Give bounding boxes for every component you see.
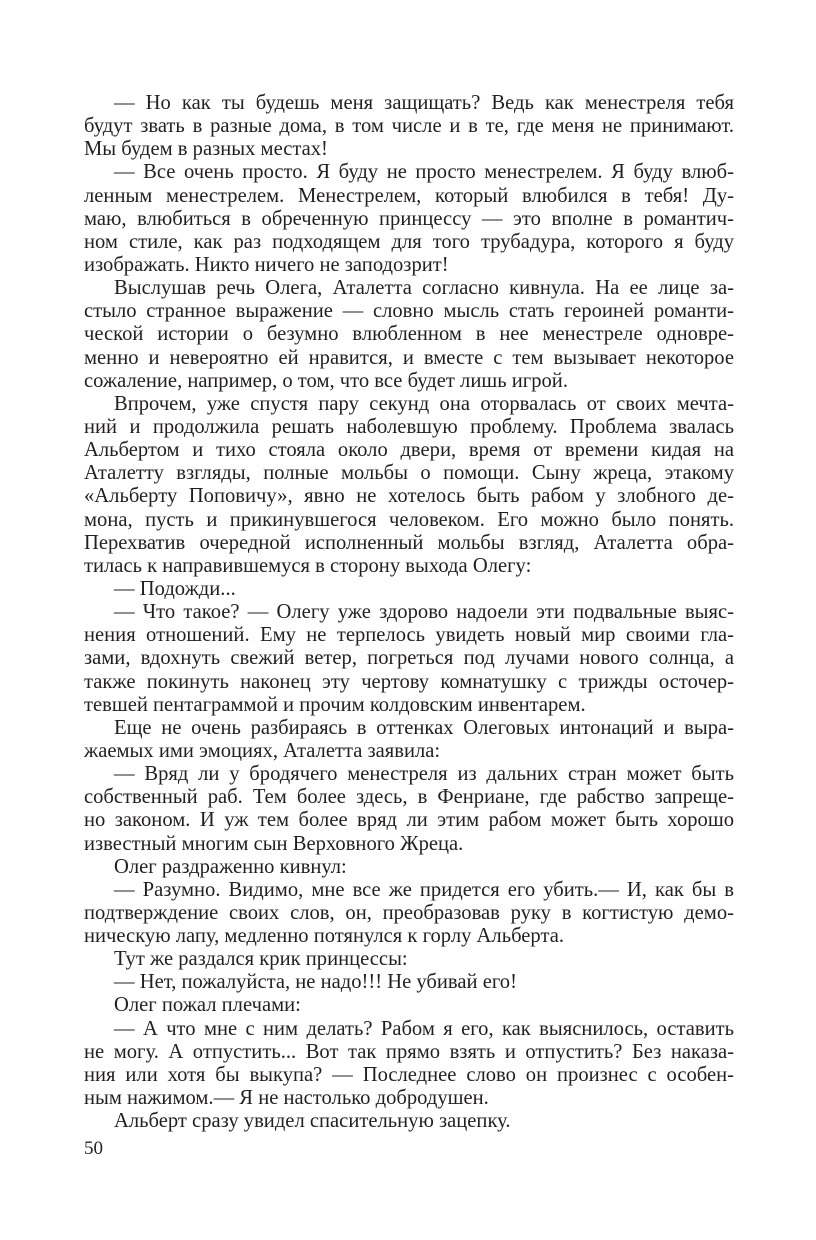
text-line: мона, пусть и прикинувшегося человеком. Его можно было понять.: [84, 508, 734, 531]
text-line: не могу. А отпустить... Вот так прямо взять и отпустить? Без наказа-: [84, 1040, 734, 1063]
text-line: — Подожди...: [114, 577, 236, 600]
text-line: — Все очень просто. Я буду не просто менестрелем. Я буду влюб-: [114, 161, 734, 184]
text-line: маю, влюбиться в обреченную принцессу — это вполне в романтич-: [84, 207, 734, 230]
text-line: Тут же раздался крик принцессы:: [114, 948, 408, 971]
text-line: также покинуть наконец эту чертову комнатушку с трижды осточер-: [84, 670, 734, 693]
text-line: — А что мне с ним делать? Рабом я его, как выяснилось, оставить: [114, 1017, 734, 1040]
text-line: Выслушав речь Олега, Аталетта согласно кивнула. На ее лице за-: [114, 277, 734, 300]
text-line: Впрочем, уже спустя пару секунд она оторвалась от своих мечта-: [114, 392, 734, 415]
text-line: Альбертом и тихо стояла около двери, время от времени кидая на: [84, 439, 734, 462]
page-number: 50: [84, 1138, 103, 1159]
text-line: — Вряд ли у бродячего менестреля из дальних стран может быть: [114, 763, 734, 786]
text-line: — Нет, пожалуйста, не надо!!! Не убивай его!: [114, 971, 517, 994]
text-line: известный многим сын Верховного Жреца.: [84, 832, 464, 855]
text-line: изображать. Никто ничего не заподозрит!: [84, 253, 449, 276]
text-line: ческой истории о безумно влюбленном в нее менестреле одновре-: [84, 323, 734, 346]
text-line: ленным менестрелем. Менестрелем, который влюбился в тебя! Ду-: [84, 184, 734, 207]
text-line: Альберт сразу увидел спасительную зацепку.: [114, 1110, 511, 1133]
text-line: ний и продолжила решать наболевшую проблему. Проблема звалась: [84, 415, 734, 438]
text-line: — Что такое? — Олегу уже здорово надоели эти подвальные выяс-: [114, 601, 734, 624]
text-line: «Альберту Поповичу», явно не хотелось быть рабом у злобного де-: [84, 485, 734, 508]
text-line: ным нажимом.— Я не настолько добродушен.: [84, 1087, 489, 1110]
text-line: жаемых ими эмоциях, Аталетта заявила:: [84, 739, 441, 762]
text-line: менно и невероятно ей нравится, и вместе с тем вызывает некоторое: [84, 346, 734, 369]
text-line: ном стиле, как раз подходящем для того трубадура, которого я буду: [84, 230, 734, 253]
text-line: ническую лапу, медленно потянулся к горлу Альберта.: [84, 925, 564, 948]
text-line: тевшей пентаграммой и прочим колдовским инвентарем.: [84, 693, 586, 716]
text-line: Олег раздраженно кивнул:: [114, 855, 347, 878]
text-line: Олег пожал плечами:: [114, 994, 301, 1017]
text-line: Аталетту взгляды, полные мольбы о помощи. Сыну жреца, этакому: [84, 462, 734, 485]
text-line: — Разумно. Видимо, мне все же придется его убить.— И, как бы в: [114, 878, 734, 901]
text-line: ния или хотя бы выкупа? — Последнее слово он произнес с особен-: [84, 1063, 734, 1086]
body-text: [84, 92, 734, 1133]
text-line: но законом. И уж тем более вряд ли этим рабом может быть хорошо: [84, 809, 734, 832]
text-line: зами, вдохнуть свежий ветер, погреться под лучами нового солнца, а: [84, 647, 734, 670]
text-line: сожаление, например, о том, что все будет лишь игрой.: [84, 369, 568, 392]
text-line: — Но как ты будешь меня защищать? Ведь как менестреля тебя: [114, 92, 734, 114]
text-line: Перехватив очередной исполненный мольбы взгляд, Аталетта обра-: [84, 531, 734, 554]
text-line: будут звать в разные дома, в том числе и в те, где меня не принимают.: [84, 115, 734, 138]
text-line: Мы будем в разных местах!: [84, 138, 328, 161]
text-line: подтверждение своих слов, он, преобразовав руку в когтистую демо-: [84, 901, 734, 924]
text-line: стыло странное выражение — словно мысль стать героиней романти-: [84, 300, 734, 323]
text-line: Еще не очень разбираясь в оттенках Олеговых интонаций и выра-: [114, 716, 734, 739]
text-line: нения отношений. Ему не терпелось увидеть новый мир своими гла-: [84, 624, 734, 647]
text-line: собственный раб. Тем более здесь, в Фенриане, где рабство запреще-: [84, 786, 734, 809]
text-line: тилась к направившемуся в сторону выхода Олегу:: [84, 554, 532, 577]
